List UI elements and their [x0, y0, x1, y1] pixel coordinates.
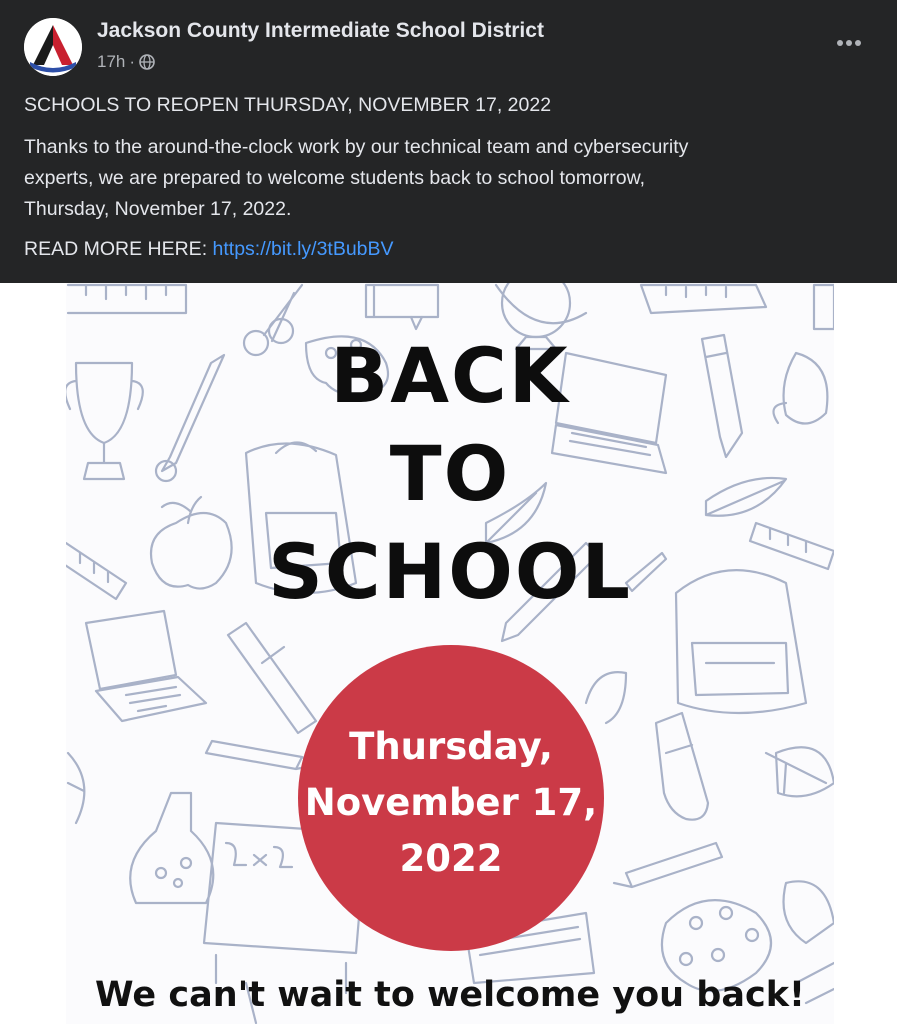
flyer-tagline: We can't wait to welcome you back!: [95, 975, 805, 1015]
read-more-row: [24, 234, 874, 265]
meta-separator: ·: [129, 52, 136, 71]
leaf-icon: [68, 753, 84, 823]
laptop-icon: [86, 611, 206, 721]
paper-icon: [814, 285, 834, 329]
more-options-icon: [836, 39, 862, 47]
title-line-back: BACK: [330, 331, 570, 420]
globe-icon[interactable]: [139, 54, 155, 70]
date-circle: [298, 645, 604, 951]
post-body-line: Thanks to the around-the-clock work by our technical team and cybersecurity: [24, 136, 689, 158]
test-tube-icon: [656, 713, 708, 820]
leaf-icon: [766, 747, 834, 796]
pen-icon: [614, 843, 722, 887]
bell-icon: [784, 881, 835, 943]
page-name-link[interactable]: Jackson County Intermediate School District: [97, 19, 544, 42]
title-line-school: SCHOOL: [268, 527, 632, 616]
test-tube-icon: [228, 623, 316, 733]
date-line-month: November 17,: [304, 781, 598, 824]
back-to-school-flyer: [66, 283, 834, 1024]
post-body: [24, 132, 874, 225]
flask-icon: [130, 793, 213, 903]
more-options-button[interactable]: [826, 26, 872, 60]
date-line-day: Thursday,: [349, 725, 553, 768]
district-logo-icon: [24, 18, 82, 76]
post-meta: [97, 52, 155, 72]
title-line-to: TO: [389, 429, 511, 518]
post-headline: SCHOOLS TO REOPEN THURSDAY, NOVEMBER 17, 2022: [24, 94, 552, 116]
post-body-line: Thursday, November 17, 2022.: [24, 198, 292, 220]
bell-icon: [586, 672, 626, 723]
ruler-icon: [641, 285, 766, 313]
ruler-icon: [68, 285, 186, 313]
read-more-label: READ MORE HERE:: [24, 238, 208, 260]
read-more-link[interactable]: https://bit.ly/3tBubBV: [212, 238, 394, 260]
post-body-line: experts, we are prepared to welcome students back to school tomorrow,: [24, 167, 646, 189]
book-icon: [366, 285, 438, 329]
post-timestamp[interactable]: 17h: [97, 52, 126, 71]
post-header: [0, 0, 897, 283]
post-image[interactable]: [0, 283, 897, 1024]
page-avatar[interactable]: [24, 18, 82, 76]
date-line-year: 2022: [399, 837, 503, 880]
